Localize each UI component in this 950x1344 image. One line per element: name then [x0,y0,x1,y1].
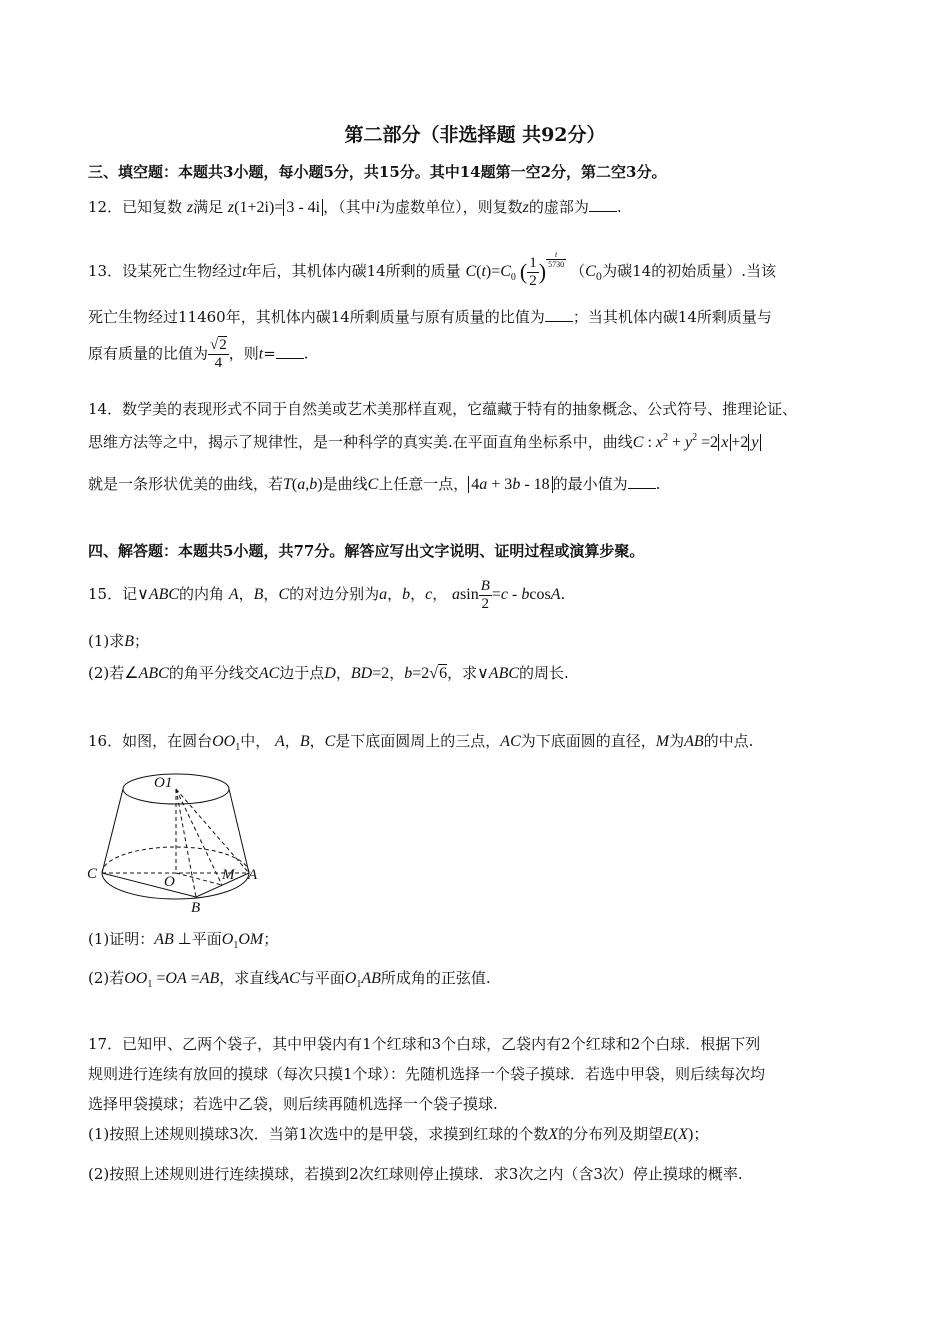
question-14: 14．数学美的表现形式不同于自然美或艺术美那样直观，它蕴藏于特有的抽象概念、公式符号、推理论证、 [88,400,798,418]
question-15-part1: (1)求B； [88,632,150,650]
question-17-line3: 选择甲袋摸球；若选中乙袋，则后续再随机选择一个袋子摸球. [88,1095,498,1113]
answer-blank [276,346,304,359]
label-a: A [248,867,258,883]
question-14-line3: 就是一条形状优美的曲线，若T(a,b)是曲线C上任意一点， 4a + 3b - 18 的最小值为 . [88,475,661,493]
part3-header: 三、填空题：本题共3小题，每小题5分，共15分。其中14题第一空2分，第二空3分。 [88,163,667,181]
question-12: 12．已知复数 z满足 z(1+2i)= 3 - 4i ，（其中i为虚数单位），则复数z的虚部为 . [88,198,622,216]
part4-header: 四、解答题：本题共5小题，共77分。解答应写出文字说明、证明过程或演算步聚。 [88,542,645,560]
question-16-part2: (2)若$OO_1 =OA =AB$，求直线AC与平面$O_1AB$所成角的正弦值. [88,969,491,990]
question-13: 13．设某死亡生物经过t年后，其机体内碳14所剩的质量 $C(t)=C_0$ ( $\frac{1}{2}$ ) $^{\frac{t}{5730}}$ （$C_0$为碳14的初始质量）.当该 [88,250,776,289]
label-c: C [87,866,98,882]
answer-blank [589,199,617,212]
question-14-line2: 思维方法等之中，揭示了规律性，是一种科学的真实美.在平面直角坐标系中，曲线C : $x^2 + y^2 =2$ x +2 y [88,431,761,452]
answer-blank [628,476,656,489]
question-13-line2: 死亡生物经过11460年，其机体内碳14所剩质量与原有质量的比值为 ；当其机体内碳14所剩质量与 [88,308,772,326]
question-17: 17．已知甲、乙两个袋子，其中甲袋内有1个红球和3个白球，乙袋内有2个红球和2个白球．根据下列 [88,1035,761,1053]
question-13-line3: 原有质量的比值为 $\frac{√2}{4}$ ，则t= . [88,337,309,371]
question-17-part1: (1)按照上述规则摸球3次．当第1次选中的是甲袋，求摸到红球的个数X的分布列及期望E(X)； [88,1125,709,1143]
question-15: 15．记∨ABC的内角 A，B，C的对边分别为a，b，c， asin $\frac{B}{2}$ =c - bcosA. [88,578,566,612]
label-o1: O1 [154,775,173,791]
label-b: B [191,900,201,916]
section-title: 第二部分（非选择题 共92分） [344,124,606,146]
frustum-figure [84,765,264,917]
answer-blank [545,309,573,322]
question-16: 16．如图，在圆台$OO_1$中， A，B，C是下底面圆周上的三点，AC为下底面圆的直径，M为AB的中点. [88,732,754,753]
question-15-part2: (2)若∠ABC的角平分线交AC边于点D，BD=2，b=2√6，求∨ABC的周长. [88,664,569,682]
question-17-part2: (2)按照上述规则进行连续摸球，若摸到2次红球则停止摸球．求3次之内（含3次）停止摸球的概率. [88,1165,743,1183]
label-o: O [164,874,175,890]
question-16-part1: (1)证明：AB ⊥平面$O_1OM$； [88,930,279,951]
question-17-line2: 规则进行连续有放回的摸球（每次只摸1个球）：先随机选择一个袋子摸球．若选中甲袋，则后续每次均 [88,1065,766,1083]
label-m: M [222,867,235,883]
